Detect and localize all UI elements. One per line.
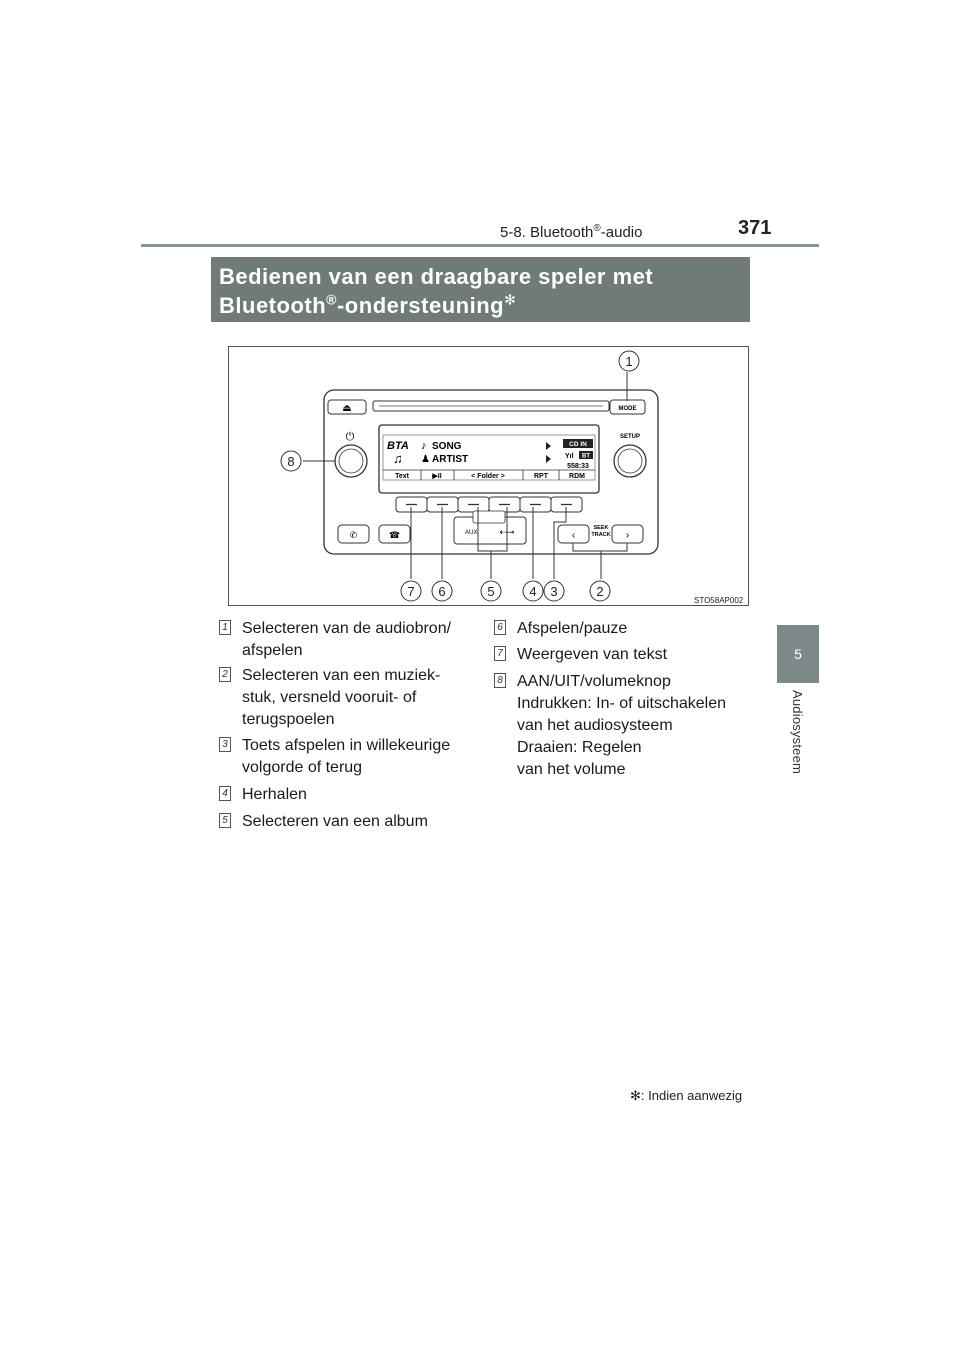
signal-icon: Yıl — [565, 453, 574, 460]
page-number: 371 — [738, 217, 772, 239]
softkey-rdm: RDM — [569, 473, 585, 480]
softkey-folder: < Folder > — [471, 473, 505, 480]
footnote: ✻: Indien aanwezig — [630, 1088, 743, 1103]
chapter-label: Audiosysteem — [790, 690, 805, 775]
chapter-number: 5 — [794, 646, 802, 662]
display-artist: ARTIST — [432, 454, 469, 465]
item-number-badge: 6 — [494, 620, 506, 635]
display-time: 558:33 — [567, 463, 589, 470]
callout-6: 6 — [438, 584, 446, 599]
list-item: Selecteren van een muziek- stuk, versneld vooruit- of terugspoelen — [242, 667, 441, 728]
music-icon: ♫ — [393, 451, 403, 466]
radio-illustration — [228, 346, 749, 606]
item-number-badge: 2 — [219, 667, 231, 682]
list-item: Toets afspelen in willekeurige volgorde of terug — [242, 737, 451, 776]
power-icon: ⏻ — [345, 431, 355, 443]
softkey-rpt: RPT — [534, 473, 548, 480]
aux-label: AUX — [465, 530, 478, 536]
person-icon: ♟ — [421, 454, 430, 465]
asterisk-icon: ✻ — [630, 1088, 641, 1103]
list-item: AAN/UIT/volumeknop Indrukken: In- of uitschakelen van het audiosysteem Draaien: Regelen van het volume — [517, 673, 727, 778]
header-rule — [141, 244, 819, 247]
item-number-badge: 7 — [494, 646, 506, 661]
mode-label: MODE — [618, 406, 637, 412]
chevron-left-icon: ‹ — [571, 530, 576, 541]
callout-7: 7 — [407, 584, 415, 599]
softkey-play-pause: ▶II — [432, 473, 442, 480]
setup-label: SETUP — [619, 434, 641, 440]
item-number-badge: 5 — [219, 813, 231, 828]
list-item: Selecteren van de audiobron/ afspelen — [242, 620, 452, 659]
section-title — [211, 257, 750, 322]
display-source: BTA — [387, 440, 409, 452]
list-item: Afspelen/pauze — [517, 620, 628, 637]
hangup-icon: ☎ — [388, 530, 401, 540]
callout-3: 3 — [550, 584, 558, 599]
item-number-badge: 1 — [219, 620, 231, 635]
bt-badge: BT — [582, 453, 590, 460]
track-label: TRACK — [591, 532, 611, 538]
usb-icon: ⇠⊸ — [499, 527, 515, 537]
title-line-2: Bluetooth®-ondersteuning✻ — [219, 291, 517, 318]
list-item: Weergeven van tekst — [517, 646, 668, 663]
seek-label: SEEK — [593, 525, 609, 531]
softkey-text: Text — [395, 473, 409, 480]
display-song: SONG — [432, 441, 462, 452]
callout-8: 8 — [287, 454, 295, 469]
figure-code: STO58AP002 — [694, 596, 744, 605]
callout-5: 5 — [487, 584, 495, 599]
preset-buttons — [396, 497, 582, 512]
item-number-badge: 3 — [219, 737, 231, 752]
chapter-tab[interactable] — [777, 625, 819, 683]
callout-4: 4 — [529, 584, 537, 599]
callout-1: 1 — [625, 354, 633, 369]
section-heading: 5-8. Bluetooth®-audio — [500, 223, 643, 241]
item-number-badge: 8 — [494, 673, 506, 688]
chevron-right-icon: › — [625, 530, 630, 541]
note-icon: ♪ — [421, 440, 427, 452]
eject-icon: ⏏ — [342, 403, 352, 414]
phone-icon: ✆ — [349, 530, 358, 540]
callout-2: 2 — [596, 584, 604, 599]
list-item: Herhalen — [242, 786, 307, 803]
title-line-1: Bedienen van een draagbare speler met — [219, 264, 654, 289]
list-item: Selecteren van een album — [242, 813, 428, 830]
item-number-badge: 4 — [219, 786, 231, 801]
cd-in-badge: CD IN — [569, 441, 587, 448]
